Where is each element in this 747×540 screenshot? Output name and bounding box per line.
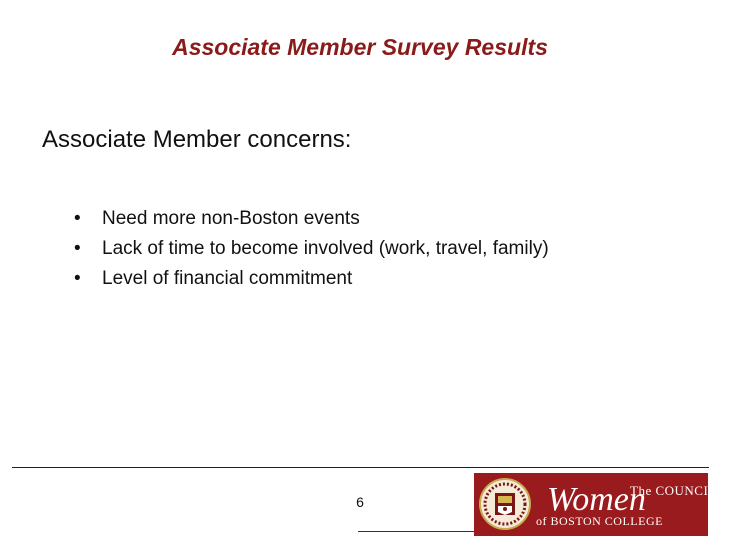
bullet-item	[72, 206, 652, 231]
logo-line-2: Women	[547, 481, 646, 518]
bullet-list	[72, 206, 652, 296]
bullet-text: Need more non-Boston events	[102, 208, 360, 229]
bullet-text: Lack of time to become involved (work, travel, family)	[102, 238, 549, 259]
bullet-item	[72, 236, 652, 261]
council-logo	[474, 473, 747, 536]
logo-line-1: The COUNCIL FOR	[630, 483, 747, 498]
bullet-icon: •	[74, 208, 81, 229]
bullet-item	[72, 266, 652, 291]
page-number: 6	[356, 494, 364, 510]
slide-title: Associate Member Survey Results	[172, 34, 548, 60]
bullet-text: Level of financial commitment	[102, 268, 353, 289]
section-heading: Associate Member concerns:	[42, 126, 352, 153]
bullet-icon: •	[74, 268, 81, 289]
bullet-icon: •	[74, 238, 81, 259]
footer-divider	[12, 467, 709, 468]
logo-line-3: of BOSTON COLLEGE	[536, 514, 663, 528]
college-seal-icon	[474, 473, 540, 536]
